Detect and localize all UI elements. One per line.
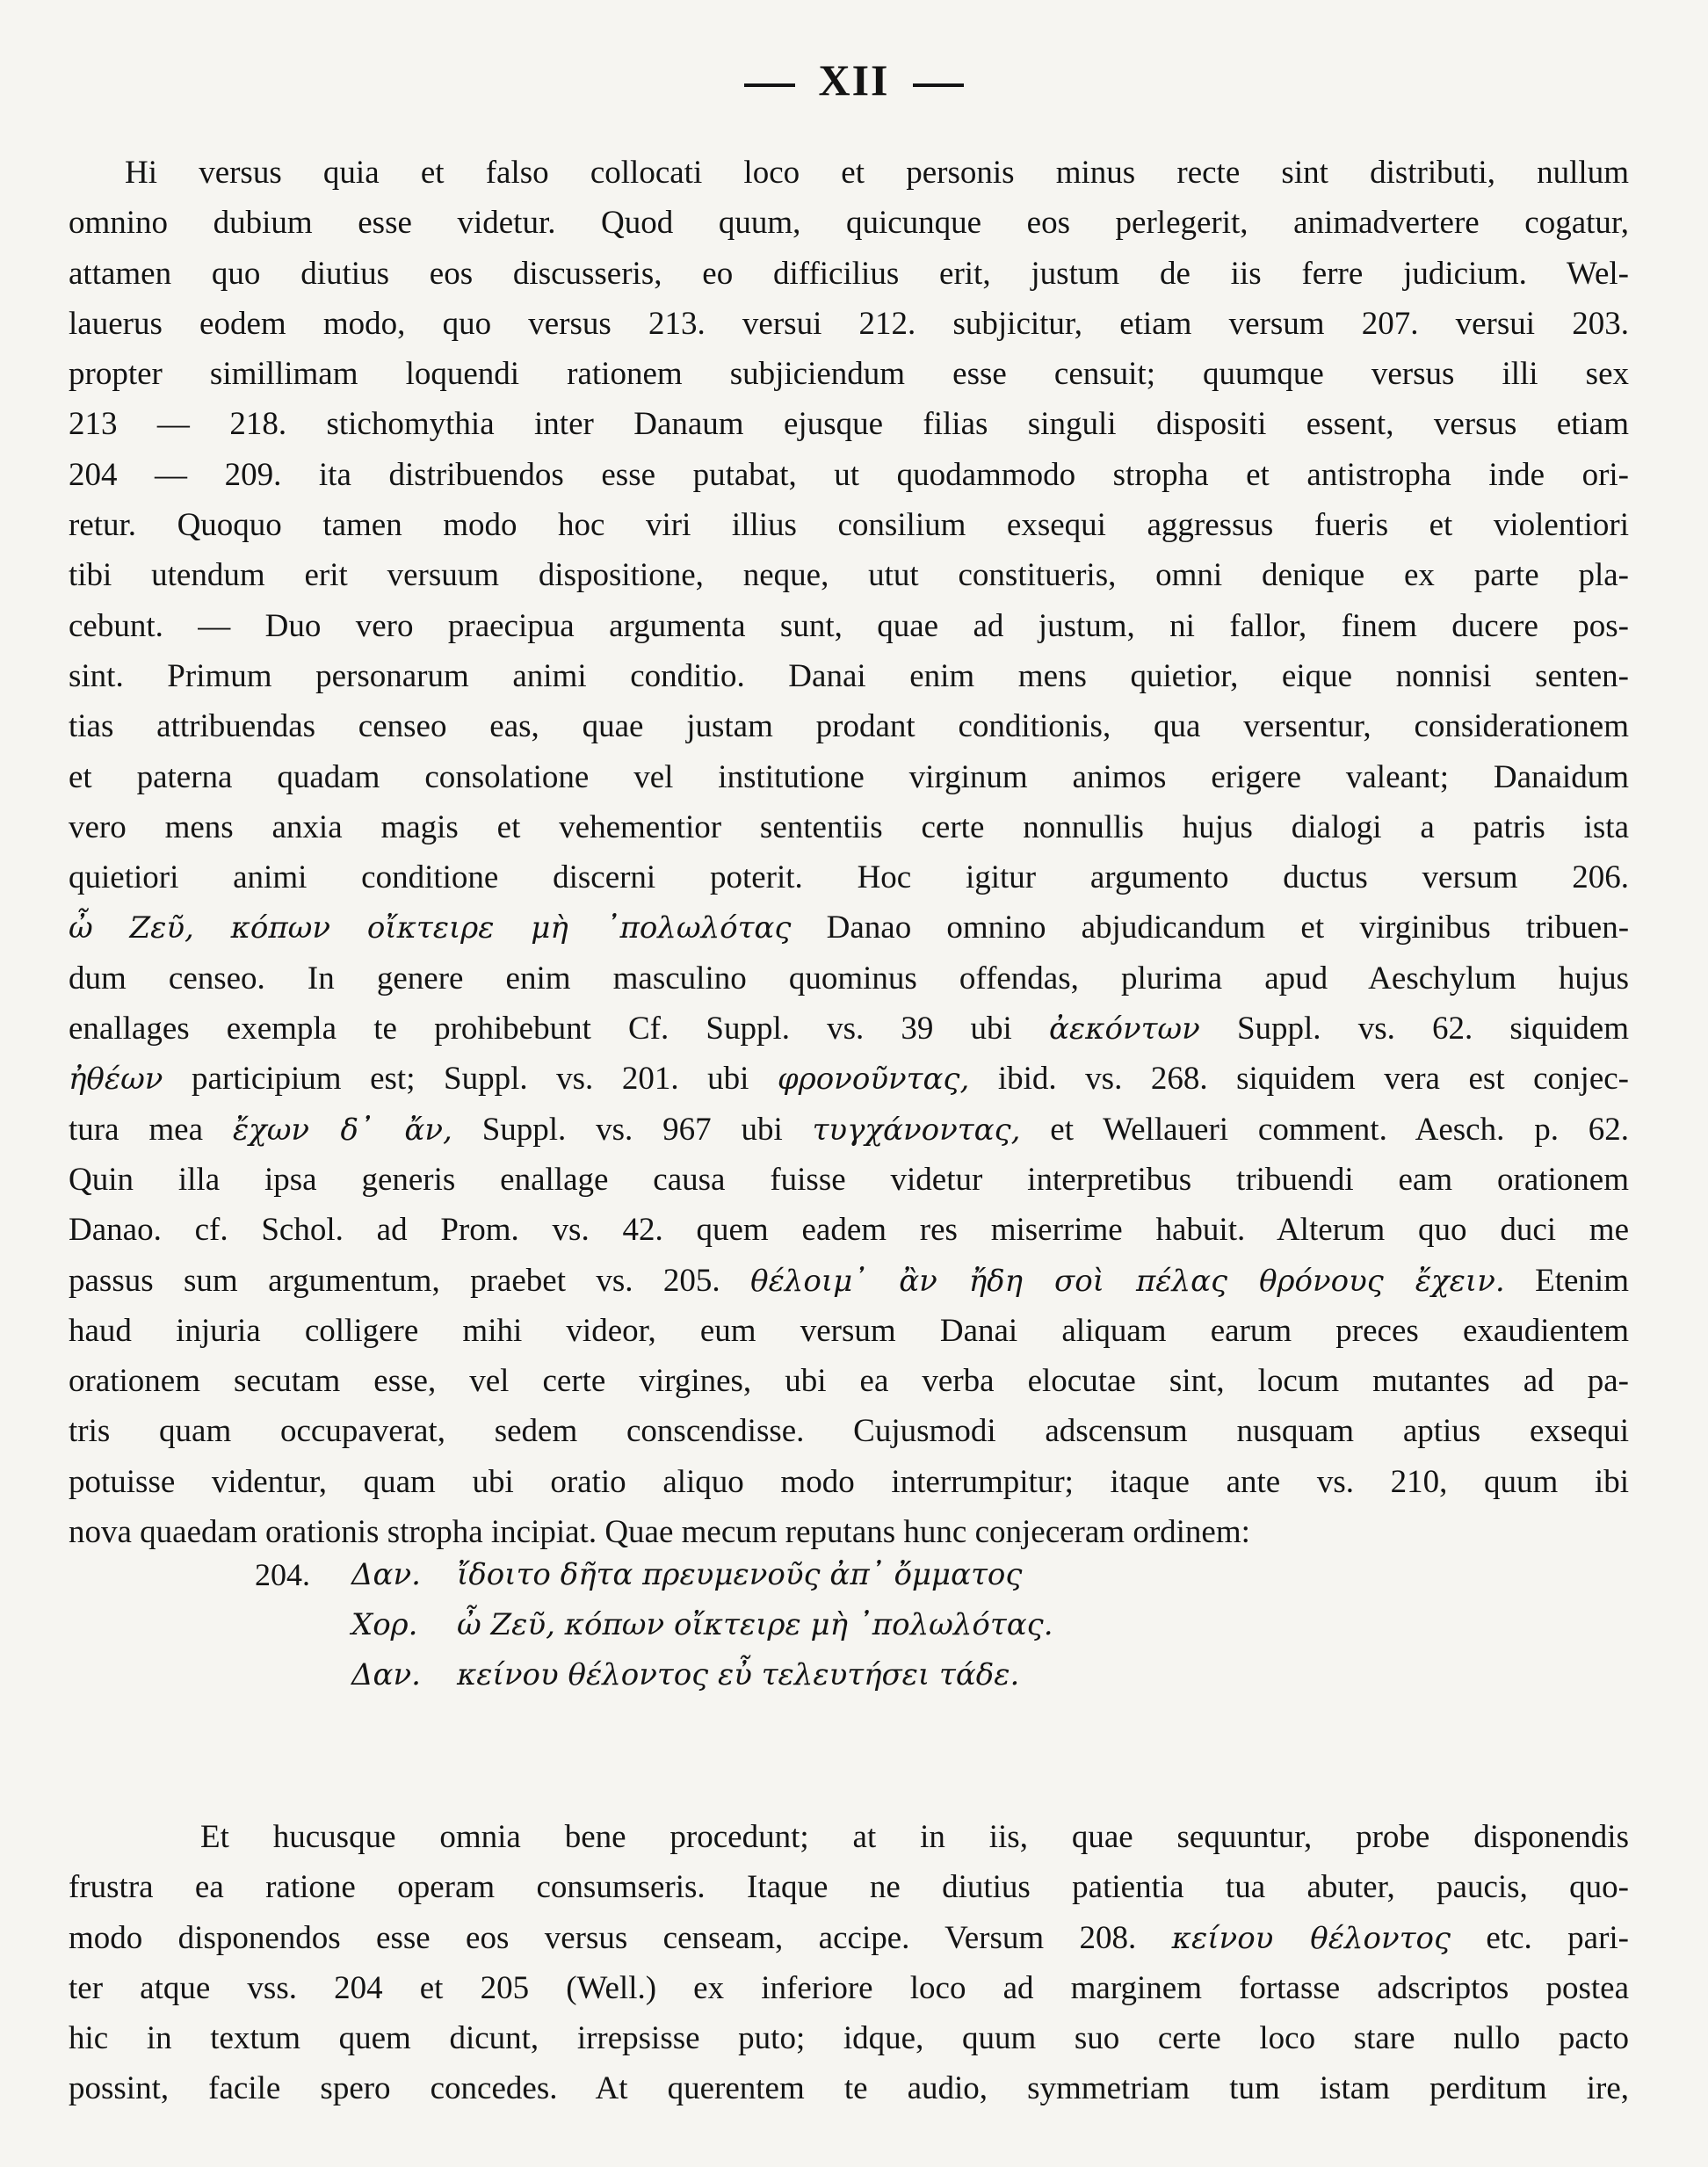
greek-word: κείνου θέλοντος: [1171, 1920, 1451, 1956]
verse-line: [255, 1550, 1053, 1600]
latin-text: passus sum argumentum, praebet vs. 205.: [69, 1262, 720, 1299]
greek-word: φρονοῦντας,: [777, 1062, 970, 1098]
greek-quote: θέλοιμ᾽ ἂν ἤδη σοὶ πέλας θρόνους ἔχειν.: [750, 1263, 1505, 1299]
text-line: Quin illa ipsa generis enallage causa fuisse videtur interpretibus tribuendi eam orationem: [69, 1161, 1629, 1198]
text-line: quietiori animi conditione discerni poterit. Hoc igitur argumento ductus versum 206.: [69, 859, 1629, 896]
text-line-mixed: [69, 902, 1629, 953]
verse-speaker: Δαν.: [351, 1657, 421, 1692]
verse-number: [255, 1600, 351, 1650]
text-line: sint. Primum personarum animi conditio. Danai enim mens quietior, eique nonnisi senten-: [69, 657, 1629, 694]
latin-text: etc. pari-: [1486, 1919, 1630, 1956]
latin-text: Suppl. vs. 62. siquidem: [1236, 1011, 1630, 1047]
text-line: retur. Quoquo tamen modo hoc viri illius consilium exsequi aggressus fueris et violentiori: [69, 507, 1629, 544]
greek-word: ἠθέων: [69, 1062, 163, 1098]
paragraph-1: [69, 148, 1629, 1557]
verse-speaker: Χορ.: [351, 1607, 418, 1642]
latin-text: enallages exempla te prohibebunt Cf. Suppl. vs. 39 ubi: [69, 1011, 1012, 1047]
text-line: et paterna quadam consolatione vel institutione virginum animos erigere valeant; Danaidum: [69, 758, 1629, 795]
text-line-mixed: [69, 1256, 1629, 1306]
text-line: Et hucusque omnia bene procedunt; at in iis, quae sequuntur, probe disponendis: [200, 1819, 1629, 1855]
text-line: hic in textum quem dicunt, irrepsisse puto; idque, quum suo certe loco stare nullo pacto: [69, 2020, 1629, 2057]
text-line: 204 — 209. ita distribuendos esse putabat, ut quodammodo stropha et antistropha inde ori-: [69, 456, 1629, 493]
header-dash-right: [913, 83, 964, 87]
latin-text: Danao omnino abjudicandum et virginibus tribuen-: [826, 910, 1630, 946]
text-line: haud injuria colligere mihi videor, eum versum Danai aliquam earum preces exaudientem: [69, 1312, 1629, 1349]
text-line: lauerus eodem modo, quo versus 213. versui 212. subjicitur, etiam versum 207. versui 203.: [69, 305, 1629, 342]
text-line: tris quam occupaverat, sedem conscendisse. Cujusmodi adscensum nusquam aptius exsequi: [69, 1413, 1629, 1450]
page-number: XII: [818, 55, 890, 105]
latin-text: Suppl. vs. 967 ubi: [481, 1111, 783, 1148]
text-line: tias attribuendas censeo eas, quae justam prodant conditionis, qua versentur, considerationem: [69, 708, 1629, 745]
page-header: [0, 54, 1708, 105]
text-line: Danao. cf. Schol. ad Prom. vs. 42. quem eadem res miserrime habuit. Alterum quo duci me: [69, 1212, 1629, 1249]
text-line: Hi versus quia et falso collocati loco et personis minus recte sint distributi, nullum: [125, 155, 1629, 191]
latin-text: ibid. vs. 268. siquidem vera est conjec-: [997, 1061, 1629, 1098]
greek-word: ἔχων δ᾽ ἄν,: [232, 1112, 452, 1148]
text-line: orationem secutam esse, vel certe virgines, ubi ea verba elocutae sint, locum mutantes ad pa-: [69, 1363, 1629, 1400]
verse-text: ἴδοιτο δῆτα πρευμενοῦς ἀπ᾽ ὄμματος: [457, 1557, 1023, 1592]
greek-word: τυγχάνοντας,: [812, 1112, 1021, 1148]
text-line-mixed: [69, 1004, 1629, 1054]
verse-text: κείνου θέλοντος εὖ τελευτήσει τάδε.: [457, 1657, 1020, 1692]
text-line: cebunt. — Duo vero praecipua argumenta sunt, quae ad justum, ni fallor, finem ducere pos-: [69, 607, 1629, 644]
latin-text: Etenim: [1535, 1262, 1629, 1299]
text-line: potuisse videntur, quam ubi oratio aliquo modo interrumpitur; itaque ante vs. 210, quum ibi: [69, 1463, 1629, 1500]
text-line: 213 — 218. stichomythia inter Danaum ejusque filias singuli dispositi essent, versus etiam: [69, 406, 1629, 443]
text-line: ter atque vss. 204 et 205 (Well.) ex inferiore loco ad marginem fortasse adscriptos postea: [69, 1969, 1629, 2006]
verse-line: [255, 1600, 1053, 1650]
text-line-mixed: [69, 1105, 1629, 1155]
latin-text: participium est; Suppl. vs. 201. ubi: [192, 1061, 749, 1098]
text-line: omnino dubium esse videtur. Quod quum, quicunque eos perlegerit, animadvertere cogatur,: [69, 205, 1629, 242]
latin-text: tura mea: [69, 1111, 203, 1148]
latin-text: modo disponendos esse eos versus censeam, accipe. Versum 208.: [69, 1919, 1137, 1956]
greek-quote: ὦ Ζεῦ, κόπων οἴκτειρε μὴ ᾽πολωλότας: [69, 910, 792, 946]
verse-text: ὦ Ζεῦ, κόπων οἴκτειρε μὴ ᾽πολωλότας.: [457, 1607, 1053, 1642]
text-line: attamen quo diutius eos discusseris, eo difficilius erit, justum de iis ferre judicium. Wel-: [69, 255, 1629, 292]
text-line: dum censeo. In genere enim masculino quominus offendas, plurima apud Aeschylum hujus: [69, 960, 1629, 997]
greek-word: ἀεκόντων: [1048, 1011, 1200, 1047]
text-line: frustra ea ratione operam consumseris. Itaque ne diutius patientia tua abuter, paucis, quo-: [69, 1869, 1629, 1906]
paragraph-2: [69, 1812, 1629, 2114]
text-line: propter simillimam loquendi rationem subjiciendum esse censuit; quumque versus illi sex: [69, 356, 1629, 393]
header-dash-left: [744, 83, 795, 87]
verse-number: 204.: [255, 1557, 310, 1592]
text-line: tibi utendum erit versuum dispositione, neque, utut constitueris, omni denique ex parte pla-: [69, 557, 1629, 594]
text-line-mixed: [69, 1054, 1629, 1104]
greek-verse-quote: [255, 1550, 1053, 1700]
text-line: nova quaedam orationis stropha incipiat. Quae mecum reputans hunc conjeceram ordinem:: [69, 1514, 1250, 1551]
verse-speaker: Δαν.: [351, 1557, 421, 1592]
latin-text: et Wellaueri comment. Aesch. p. 62.: [1050, 1111, 1630, 1148]
verse-line: [255, 1650, 1053, 1700]
text-line-mixed: [69, 1913, 1629, 1963]
text-line: possint, facile spero concedes. At querentem te audio, symmetriam tum istam perditum ire,: [69, 2070, 1629, 2107]
text-line: vero mens anxia magis et vehementior sententiis certe nonnullis hujus dialogi a patris ista: [69, 808, 1629, 845]
verse-number: [255, 1650, 351, 1700]
